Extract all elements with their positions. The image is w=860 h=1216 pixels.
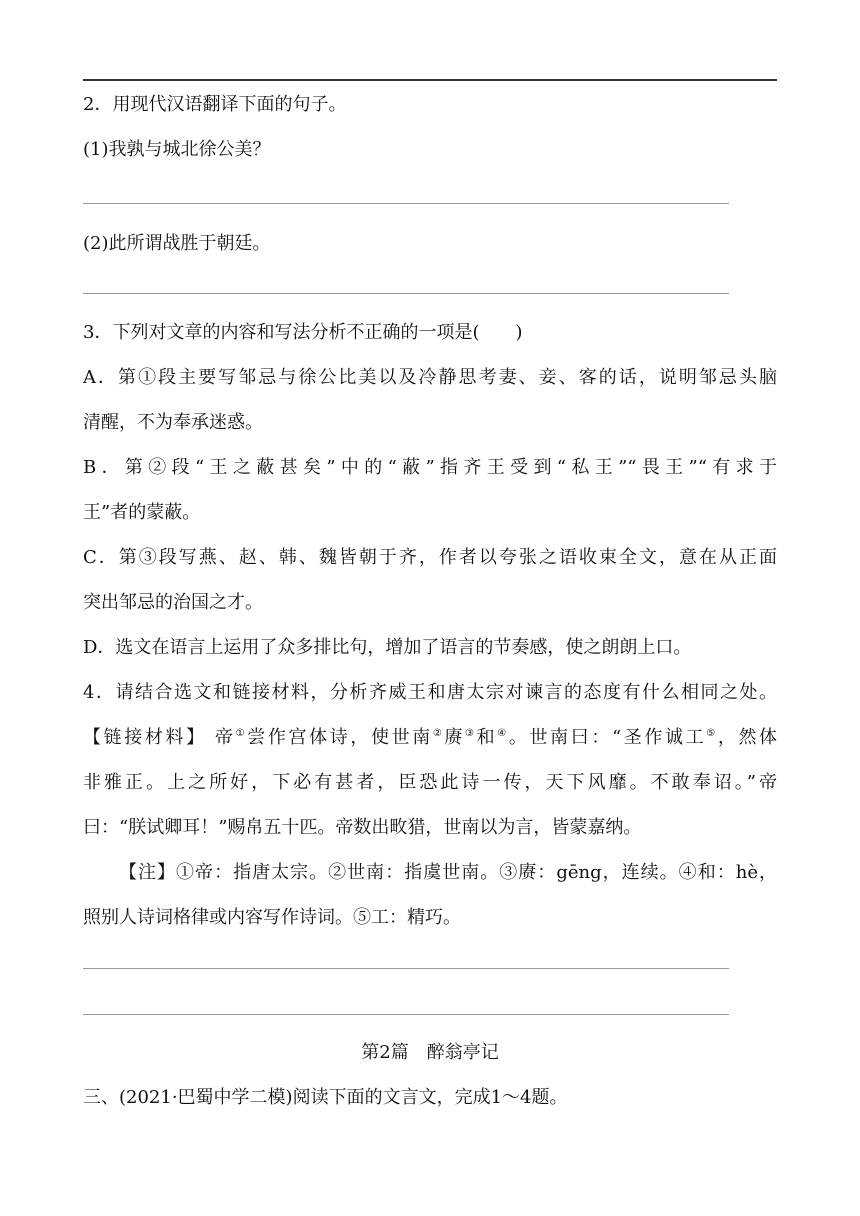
section-title: 第2篇 醉翁亭记 — [361, 1042, 499, 1063]
q3-stem: 3．下列对文章的内容和写法分析不正确的一项是( ) — [83, 322, 523, 343]
material-text: 和 — [476, 727, 498, 748]
footnote-ref: ④ — [497, 728, 509, 739]
answer-blank-1[interactable] — [83, 203, 729, 204]
q3-option-a-line2: 清醒，不为奉承迷惑。 — [83, 412, 263, 433]
q4-material-line3: 曰：“朕试卿耳！”赐帛五十匹。帝数出畋猎，世南以为言，皆蒙嘉纳。 — [83, 817, 642, 838]
link-material-label: 【链接材料】 — [83, 727, 207, 748]
q2-sub1: (1)我孰与城北徐公美？ — [83, 139, 271, 160]
q3-option-b-line2: 王”者的蒙蔽。 — [83, 502, 201, 523]
material-text: 。世南曰：“圣作诚工 — [508, 727, 707, 748]
q2-stem: 2．用现代汉语翻译下面的句子。 — [83, 94, 347, 115]
q3-option-d: D．选文在语言上运用了众多排比句，增加了语言的节奏感，使之朗朗上口。 — [83, 637, 692, 658]
q3-option-b-line1: B．第②段“王之蔽甚矣”中的“蔽”指齐王受到“私王”“畏王”“有求于 — [83, 457, 777, 478]
footnote-ref: ② — [432, 728, 445, 739]
q4-material-line2: 非雅正。上之所好，下必有甚者，臣恐此诗一传，天下风靡。不敢奉诏。”帝 — [83, 772, 777, 793]
material-text: 尝作宫体诗，使世南 — [247, 727, 433, 748]
part-three-instruction: 三、(2021·巴蜀中学二模)阅读下面的文言文，完成1～4题。 — [83, 1087, 568, 1108]
q3-option-c-line1: C．第③段写燕、赵、韩、魏皆朝于齐，作者以夸张之语收束全文，意在从正面 — [83, 547, 777, 568]
q4-note-line1: 【注】①帝：指唐太宗。②世南：指虞世南。③赓：gēng，连续。④和：hè， — [119, 862, 777, 883]
answer-blank-3[interactable] — [83, 968, 729, 969]
q2-sub2: (2)此所谓战胜于朝廷。 — [83, 233, 271, 254]
answer-blank-2[interactable] — [83, 293, 729, 294]
q4-note-line2: 照别人诗词格律或内容写作诗词。⑤工：精巧。 — [83, 907, 461, 928]
material-text: ，然体 — [717, 727, 778, 748]
q3-option-a-line1: A．第①段主要写邹忌与徐公比美以及冷静思考妻、妾、客的话，说明邹忌头脑 — [83, 367, 777, 388]
q3-option-c-line2: 突出邹忌的治国之才。 — [83, 592, 263, 613]
footnote-ref: ③ — [465, 728, 477, 739]
material-text: 帝 — [215, 727, 236, 748]
footnote-ref: ① — [235, 728, 248, 739]
q4-stem: 4．请结合选文和链接材料，分析齐威王和唐太宗对谏言的态度有什么相同之处。 — [83, 682, 777, 703]
footnote-ref: ⑤ — [706, 728, 718, 739]
top-rule — [83, 79, 777, 81]
q4-material-line1 — [83, 726, 777, 750]
answer-blank-4[interactable] — [83, 1014, 729, 1015]
material-text: 赓 — [444, 727, 466, 748]
